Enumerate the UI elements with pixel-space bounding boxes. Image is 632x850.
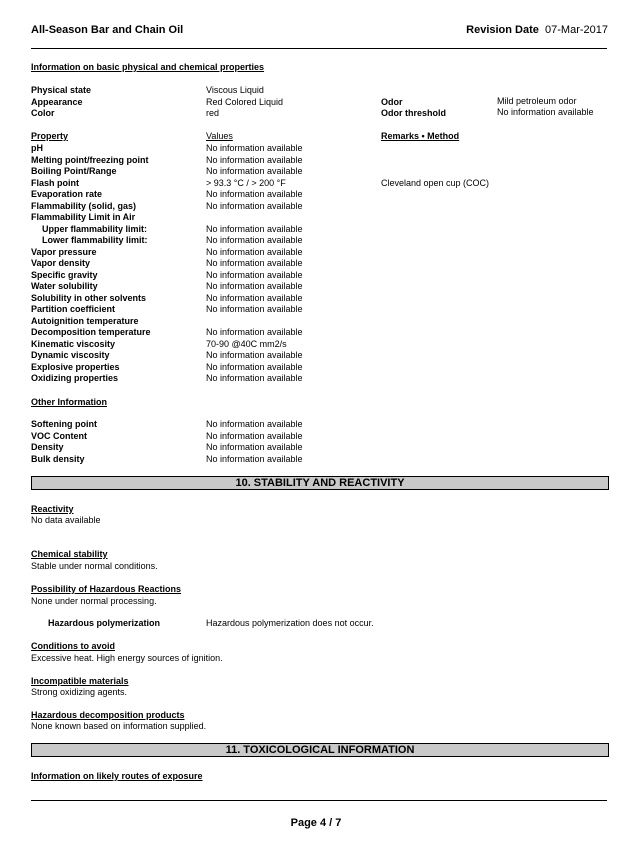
- basic-property-value: red: [206, 108, 220, 118]
- property-value: No information available: [206, 350, 303, 360]
- property-label: Explosive properties: [31, 361, 120, 372]
- other-heading: Other Information: [31, 397, 107, 407]
- hazardous-reactions-text: None under normal processing.: [31, 596, 157, 606]
- property-label: Evaporation rate: [31, 189, 103, 199]
- polymerization-value: Hazardous polymerization does not occur.: [206, 618, 374, 628]
- basic-property-value: Red Colored Liquid: [206, 96, 284, 107]
- other-property-label: Softening point: [31, 419, 97, 429]
- property-label: Solubility in other solvents: [31, 292, 147, 303]
- header-rule: [31, 48, 607, 49]
- property-value: No information available: [206, 281, 303, 291]
- property-label: Water solubility: [31, 281, 98, 291]
- property-label: Flammability (solid, gas): [31, 200, 137, 211]
- property-label: Flammability Limit in Air: [31, 212, 136, 222]
- hazardous-reactions-heading: Possibility of Hazardous Reactions: [31, 584, 182, 594]
- property-value: No information available: [206, 189, 303, 199]
- property-remark: Cleveland open cup (COC): [381, 177, 490, 188]
- conditions-avoid-heading: Conditions to avoid: [31, 641, 115, 651]
- property-value: No information available: [206, 361, 303, 372]
- property-value: No information available: [206, 154, 303, 165]
- props-heading: Information on basic physical and chemical properties: [31, 62, 265, 72]
- property-value: No information available: [206, 304, 303, 314]
- revision-date: [466, 24, 608, 36]
- incompatible-text: Strong oxidizing agents.: [31, 687, 128, 697]
- property-value: No information available: [206, 292, 303, 303]
- other-property-value: No information available: [206, 419, 303, 429]
- property-label: pH: [31, 143, 43, 153]
- property-label: Specific gravity: [31, 269, 98, 280]
- property-label: Vapor pressure: [31, 246, 97, 257]
- property-label: Partition coefficient: [31, 304, 116, 314]
- decomposition-heading: Hazardous decomposition products: [31, 710, 185, 720]
- property-value: > 93.3 °C / > 200 °F: [206, 177, 286, 188]
- revision-date-value: 07-Mar-2017: [545, 24, 608, 36]
- basic-property-label: Appearance: [31, 96, 83, 107]
- reactivity-heading: Reactivity: [31, 504, 74, 514]
- column-property: Property: [31, 131, 69, 141]
- basic-property-value: Viscous Liquid: [206, 85, 264, 95]
- routes-heading: Information on likely routes of exposure: [31, 771, 203, 781]
- property-label: Kinematic viscosity: [31, 338, 116, 349]
- column-values: Values: [206, 131, 233, 141]
- odor-label: Odor: [381, 97, 403, 107]
- section-11-band: 11. TOXICOLOGICAL INFORMATION: [31, 743, 609, 757]
- property-label: Vapor density: [31, 258, 91, 268]
- stability-heading: Chemical stability: [31, 549, 108, 559]
- property-value: No information available: [206, 200, 303, 211]
- property-value: No information available: [206, 373, 303, 383]
- reactivity-text: No data available: [31, 515, 101, 525]
- product-name: All-Season Bar and Chain Oil: [31, 24, 184, 36]
- page-number: Page 4 / 7: [290, 817, 342, 829]
- stability-text: Stable under normal conditions.: [31, 561, 158, 571]
- column-remarks: Remarks • Method: [381, 131, 460, 141]
- property-label: Upper flammability limit:: [42, 223, 148, 234]
- conditions-avoid-text: Excessive heat. High energy sources of ignition.: [31, 653, 223, 663]
- property-value: No information available: [206, 246, 303, 257]
- property-value: No information available: [206, 258, 303, 268]
- property-value: No information available: [206, 327, 303, 337]
- odor-threshold-value: No information available: [497, 107, 594, 117]
- odor-value: Mild petroleum odor: [497, 96, 577, 106]
- other-property-label: Bulk density: [31, 453, 85, 464]
- property-value: No information available: [206, 166, 303, 176]
- property-label: Decomposition temperature: [31, 327, 151, 337]
- section-10-band: 10. STABILITY AND REACTIVITY: [31, 476, 609, 490]
- footer-rule: [31, 800, 607, 801]
- property-value: No information available: [206, 223, 303, 234]
- property-value: 70-90 @40C mm2/s: [206, 338, 287, 349]
- property-label: Autoignition temperature: [31, 315, 139, 326]
- property-label: Lower flammability limit:: [42, 235, 148, 245]
- basic-property-label: Color: [31, 108, 55, 118]
- property-label: Dynamic viscosity: [31, 350, 110, 360]
- property-label: Flash point: [31, 177, 79, 188]
- other-property-value: No information available: [206, 442, 303, 452]
- property-value: No information available: [206, 269, 303, 280]
- property-label: Boiling Point/Range: [31, 166, 117, 176]
- property-value: No information available: [206, 143, 303, 153]
- property-label: Melting point/freezing point: [31, 154, 149, 165]
- basic-property-label: Physical state: [31, 85, 92, 95]
- decomposition-text: None known based on information supplied.: [31, 721, 207, 731]
- incompatible-heading: Incompatible materials: [31, 676, 129, 686]
- revision-label: Revision Date: [466, 24, 539, 36]
- odor-threshold-label: Odor threshold: [381, 108, 446, 118]
- other-property-label: Density: [31, 442, 64, 452]
- property-value: No information available: [206, 235, 303, 245]
- other-property-label: VOC Content: [31, 430, 87, 441]
- other-property-value: No information available: [206, 430, 303, 441]
- other-property-value: No information available: [206, 453, 303, 464]
- polymerization-label: Hazardous polymerization: [48, 618, 161, 628]
- property-label: Oxidizing properties: [31, 373, 119, 383]
